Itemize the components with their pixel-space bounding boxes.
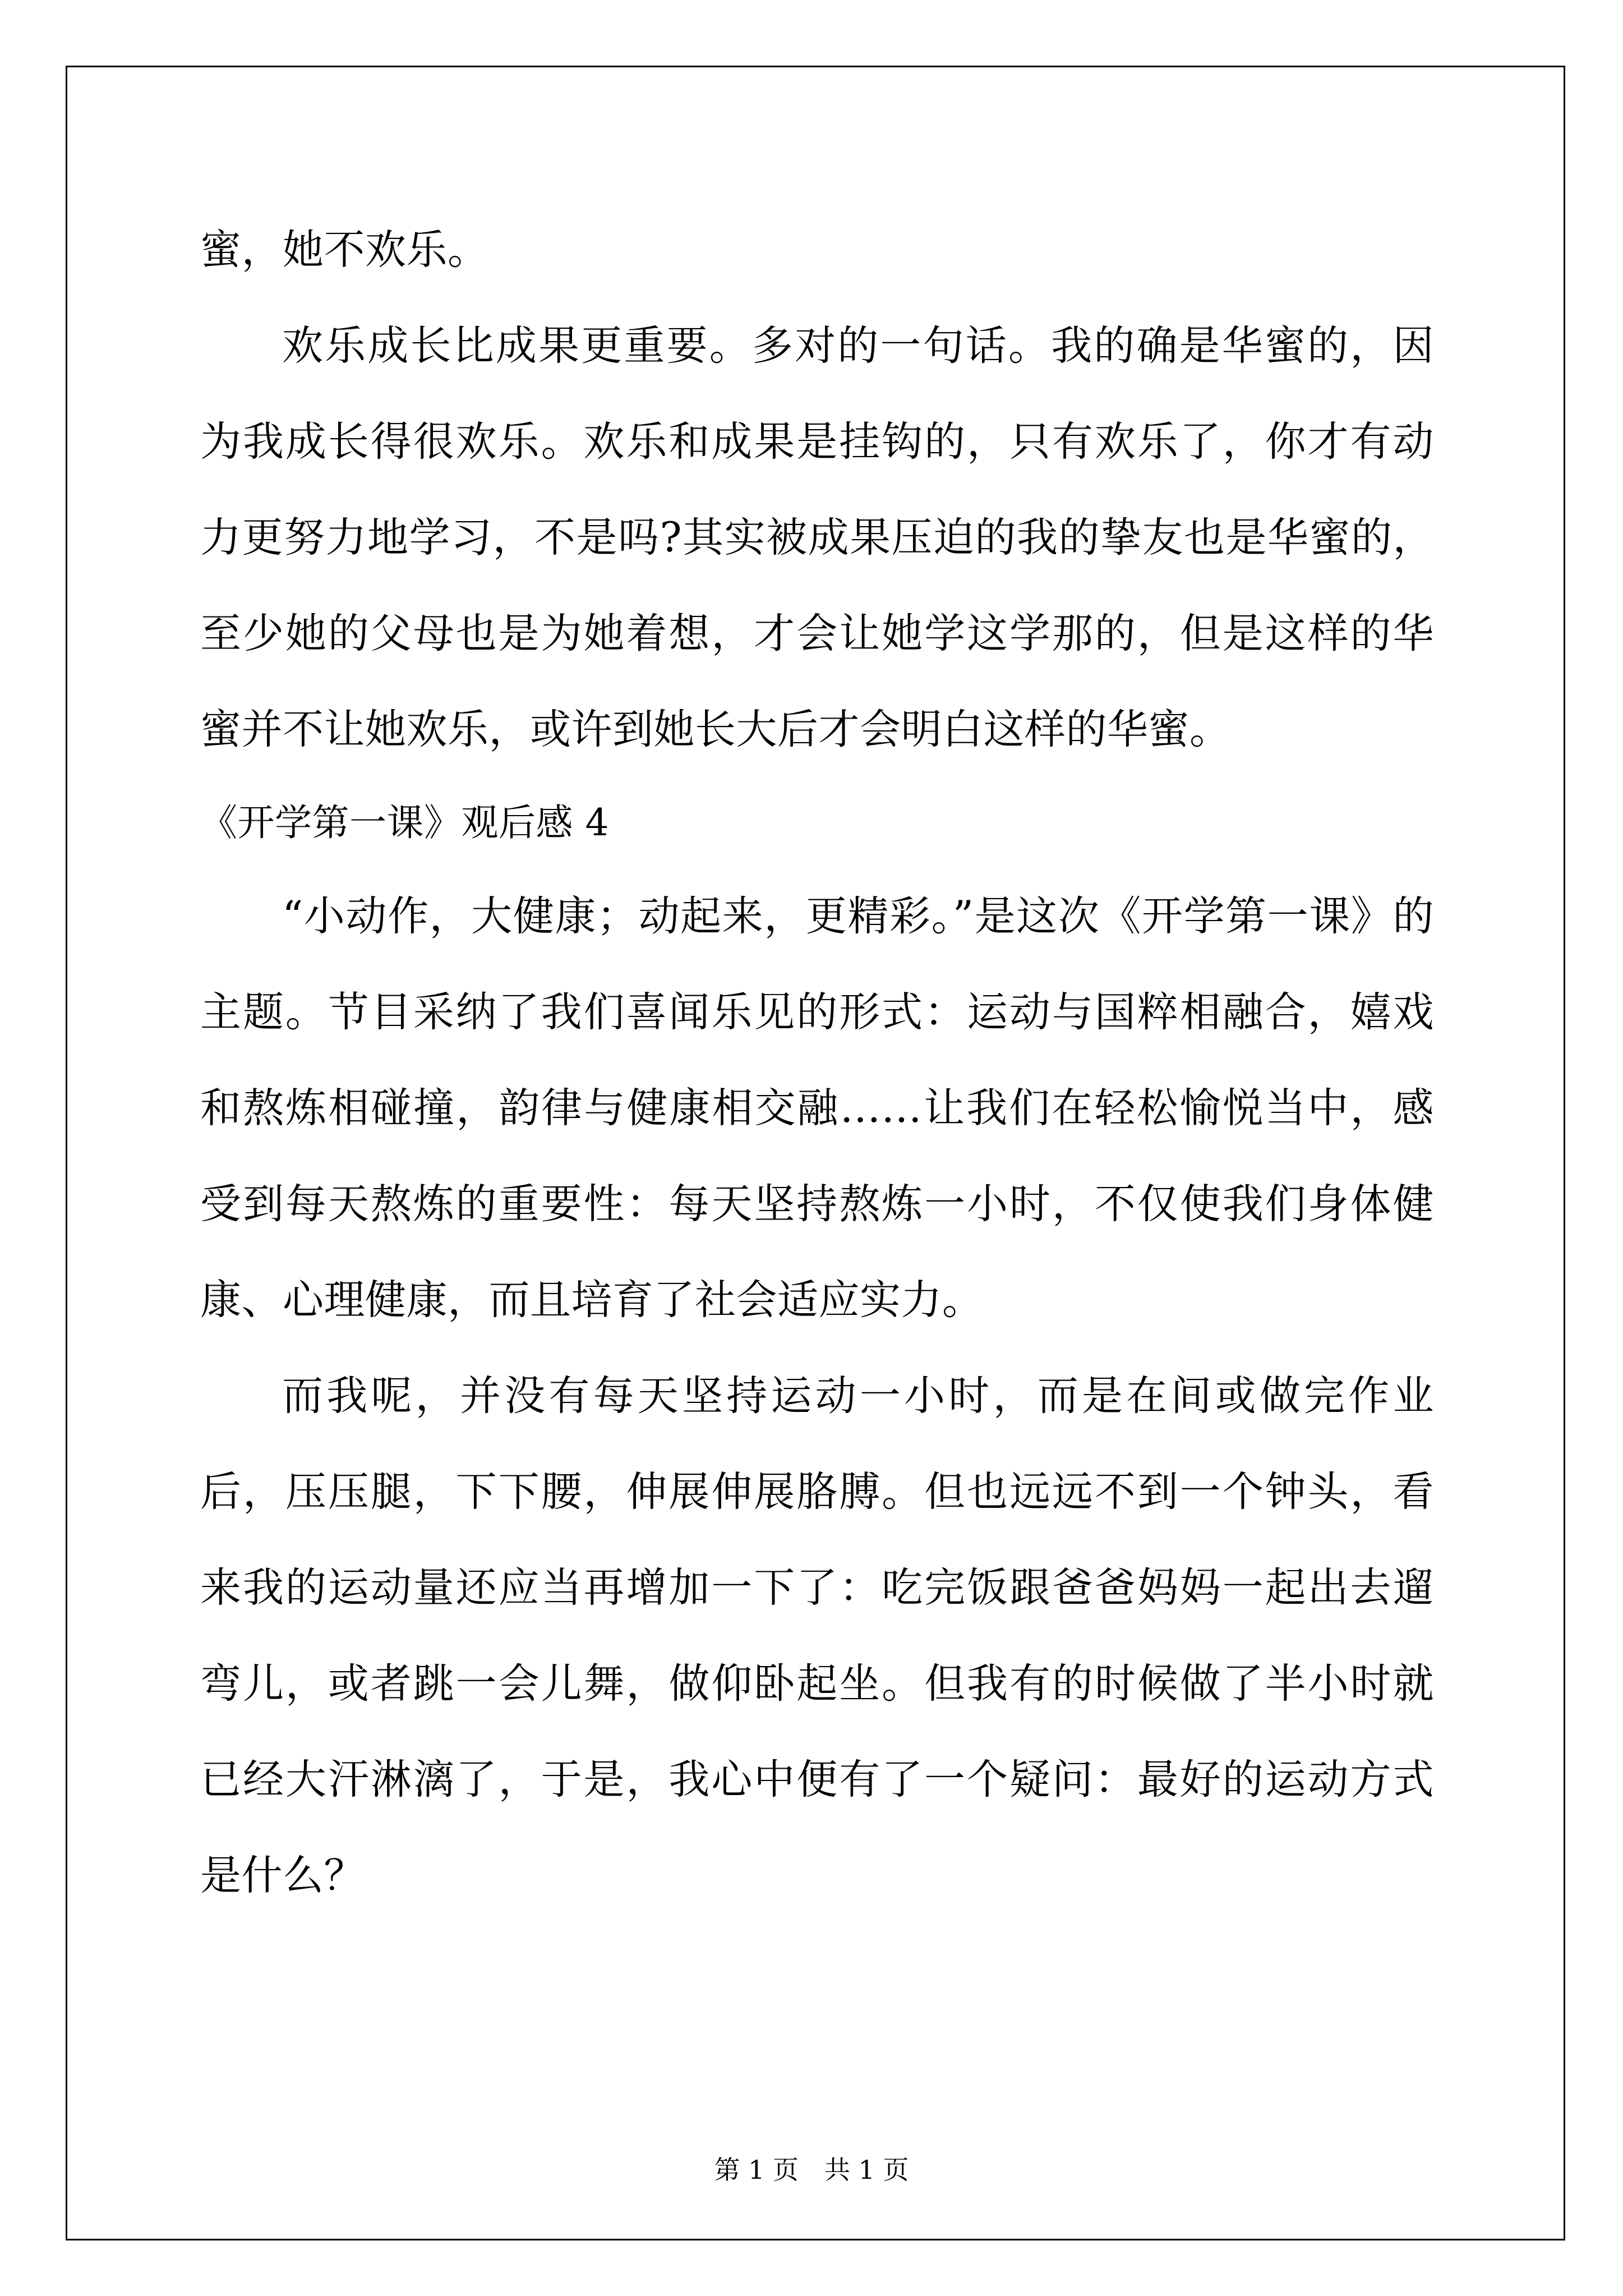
document-body [200,202,1434,1924]
page-total: 共 1 页 [824,2155,909,2185]
paragraph-continuation: 蜜，她不欢乐。 [200,226,489,274]
page-number: 第 1 页 [714,2155,799,2185]
paragraph-happy-growth: 欢乐成长比成果更重要。多对的一句话。我的确是华蜜的，因为我成长得很欢乐。欢乐和成果是挂钩的，只有欢乐了，你才有动力更努力地学习，不是吗?其实被成果压迫的我的挚友也是华蜜的，至少她的父母也是为她着想，才会让她学这学那的，但是这样的华蜜并不让她欢乐，或许到她长大后才会明白这样的华蜜。 [200,322,1434,753]
page-footer [0,2153,1623,2187]
paragraph-exercise-reflection: 而我呢，并没有每天坚持运动一小时，而是在间或做完作业后，压压腿，下下腰，伸展伸展胳膊。但也远远不到一个钟头，看来我的运动量还应当再增加一下了：吃完饭跟爸爸妈妈一起出去遛弯儿，或者跳一会儿舞，做仰卧起坐。但我有的时候做了半小时就已经大汗淋漓了，于是，我心中便有了一个疑问：最好的运动方式是什么？ [200,1372,1434,1899]
paragraph-program-theme: “小动作，大健康；动起来，更精彩。”是这次《开学第一课》的主题。节目采纳了我们喜闻乐见的形式：运动与国粹相融合，嬉戏和熬炼相碰撞，韵律与健康相交融……让我们在轻松愉悦当中，感受到每天熬炼的重要性：每天坚持熬炼一小时，不仅使我们身体健康、心理健康，而且培育了社会适应实力。 [200,892,1434,1324]
section-heading: 《开学第一课》观后感 4 [200,801,609,844]
